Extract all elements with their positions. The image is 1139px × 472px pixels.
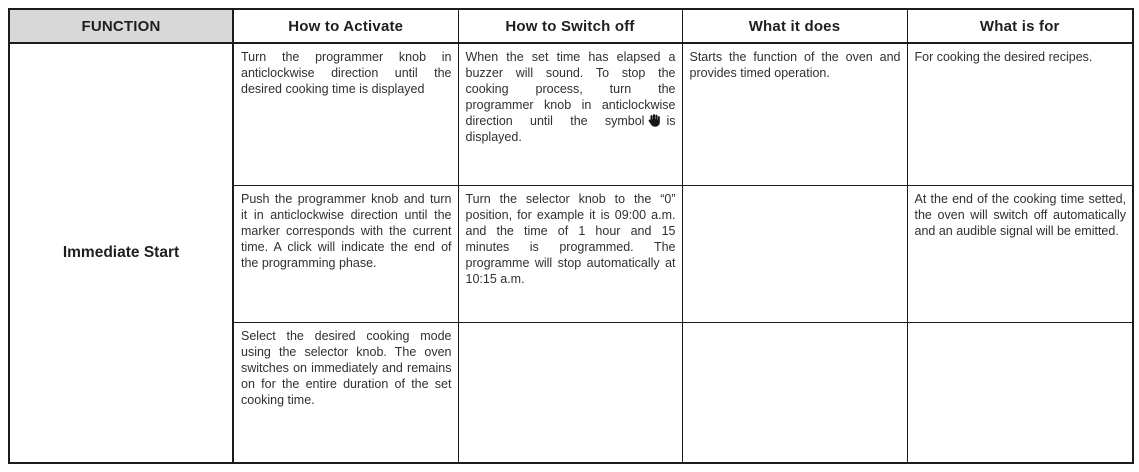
- cell-switch-off-row1: [458, 43, 682, 185]
- cell-what-it-does-row1: Starts the function of the oven and provides timed operation.: [682, 43, 907, 185]
- oven-function-table: [8, 8, 1134, 464]
- cell-what-is-for-row1: For cooking the desired recipes.: [907, 43, 1133, 185]
- cell-what-it-does-row2: [682, 185, 907, 322]
- cell-what-is-for-row2: At the end of the cooking time setted, the oven will switch off automatically and an audible signal will be emitted.: [907, 185, 1133, 322]
- cell-switch-off-row3: [458, 322, 682, 463]
- hand-icon: [647, 113, 662, 128]
- header-what-is-for: What is for: [907, 9, 1133, 43]
- header-what-it-does: What it does: [682, 9, 907, 43]
- table-row-1: [9, 43, 1133, 185]
- function-name-cell: Immediate Start: [9, 43, 233, 463]
- header-how-to-switch-off: How to Switch off: [458, 9, 682, 43]
- cell-activate-row3: Select the desired cooking mode using the selector knob. The oven switches on immediately and remains on for the entire duration of the set cooking time.: [233, 322, 458, 463]
- cell-activate-row2: Push the programmer knob and turn it in anticlockwise direction until the marker corresponds with the current time. A click will indicate the end of the programming phase.: [233, 185, 458, 322]
- cell-what-it-does-row3: [682, 322, 907, 463]
- switch-off-text-before: When the set time has elapsed a buzzer will sound. To stop the cooking process, turn the programmer knob in anticlockwise direction until the symbol: [465, 50, 676, 128]
- header-how-to-activate: How to Activate: [233, 9, 458, 43]
- cell-switch-off-row2: Turn the selector knob to the “0” position, for example it is 09:00 a.m. and the time of 1 hour and 15 minutes is programmed. The programme will stop automatically at 10:15 a.m.: [458, 185, 682, 322]
- header-row: [9, 9, 1133, 43]
- cell-activate-row1: Turn the programmer knob in anticlockwise direction until the desired cooking time is displayed: [233, 43, 458, 185]
- header-function: FUNCTION: [9, 9, 233, 43]
- cell-what-is-for-row3: [907, 322, 1133, 463]
- switch-off-text-after: is displayed.: [465, 114, 676, 144]
